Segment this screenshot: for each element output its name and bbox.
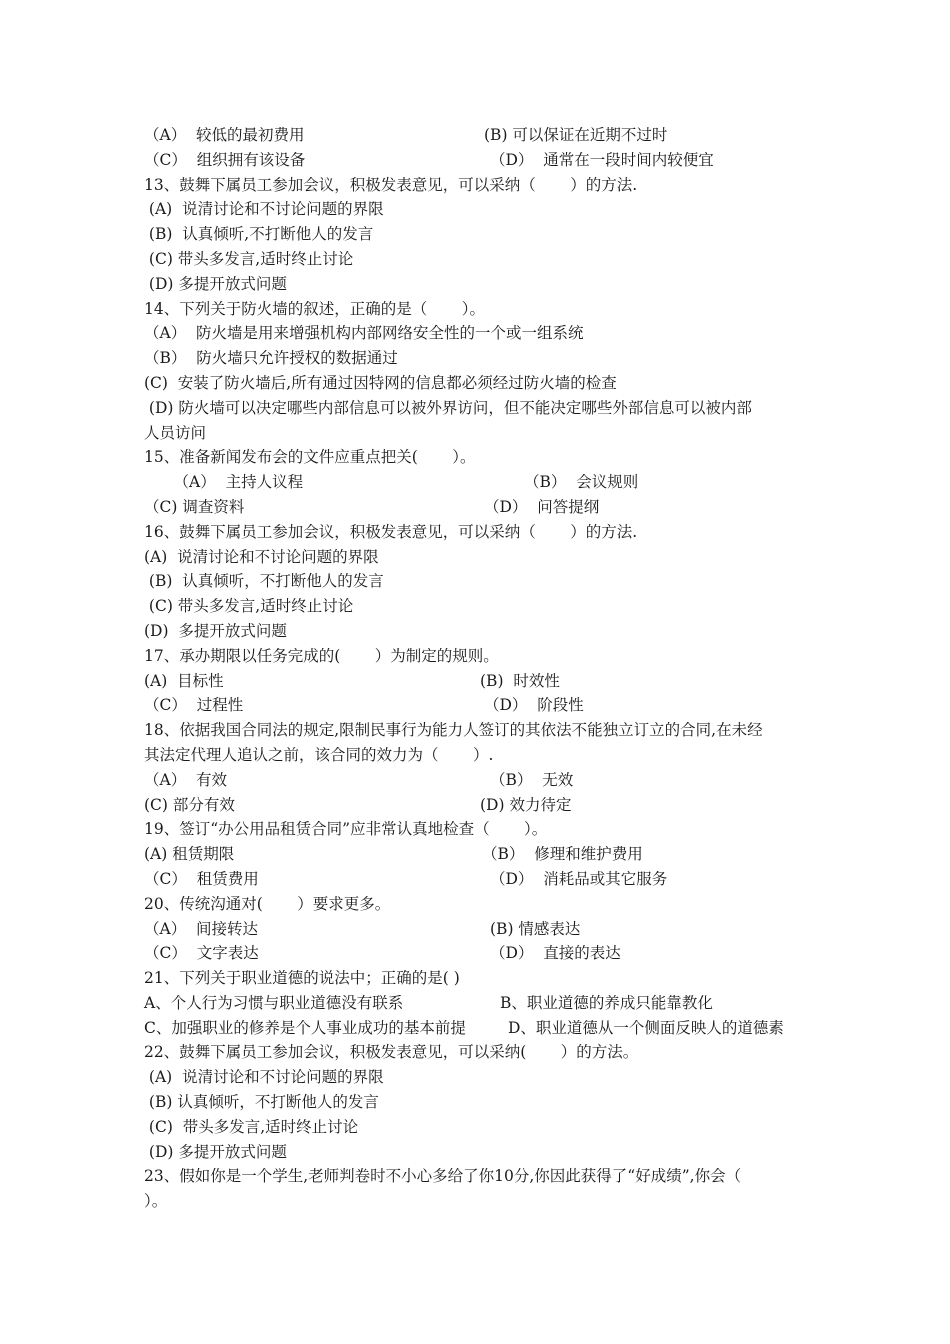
option-text-right: (D) 效力待定 (480, 795, 572, 814)
line-text: （A） 间接转达 (144, 919, 259, 938)
line-text: （A） 防火墙是用来增强机构内部网络安全性的一个或一组系统 (144, 324, 584, 343)
line-text: 其法定代理人追认之前，该合同的效力为（ ）. (144, 745, 494, 764)
line-text: （C） 过程性 (144, 696, 244, 715)
text-line (144, 793, 824, 818)
text-line (144, 594, 824, 619)
text-line (144, 817, 824, 842)
text-line (144, 743, 824, 768)
text-line (144, 1090, 824, 1115)
text-line (144, 321, 824, 346)
line-text: (A) 说清讨论和不讨论问题的界限 (144, 1068, 384, 1087)
text-line (144, 941, 824, 966)
text-line (144, 545, 824, 570)
line-text: （C） 租赁费用 (144, 869, 259, 888)
option-text-right: （D） 阶段性 (484, 696, 584, 715)
line-text: 22、鼓舞下属员工参加会议，积极发表意见，可以采纳( ）的方法。 (144, 1043, 639, 1062)
option-text-right: (B) 可以保证在近期不过时 (484, 126, 668, 144)
text-line (144, 396, 824, 421)
line-text: (A) 目标性 (144, 671, 224, 690)
line-text: （A） 较低的最初费用 (144, 126, 305, 144)
text-line (144, 421, 824, 446)
line-text: (D) 多提开放式问题 (144, 274, 287, 293)
text-line (144, 569, 824, 594)
line-text: （C） 组织拥有该设备 (144, 150, 306, 169)
line-text: 14、下列关于防火墙的叙述，正确的是（ ）。 (144, 299, 485, 318)
option-text-right: （B） 会议规则 (524, 473, 639, 492)
line-text: 18、依据我国合同法的规定,限制民事行为能力人签订的其依法不能独立订立的合同,在未经 (144, 721, 763, 740)
text-line (144, 272, 824, 297)
text-line (144, 867, 824, 892)
line-text: （A） 有效 (144, 770, 228, 789)
text-line (144, 991, 824, 1016)
text-line (144, 148, 824, 173)
text-line (144, 669, 824, 694)
option-text-right: B、职业道德的养成只能靠教化 (500, 993, 713, 1012)
text-line (144, 966, 824, 991)
text-line (144, 644, 824, 669)
option-text-right: (B) 情感表达 (490, 919, 581, 938)
text-line (144, 892, 824, 917)
option-text-right: （B） 修理和维护费用 (482, 845, 643, 864)
line-text: (C) 带头多发言,适时终止讨论 (144, 1117, 359, 1136)
line-text: 13、鼓舞下属员工参加会议，积极发表意见，可以采纳（ ）的方法. (144, 175, 638, 194)
line-text: (C) 带头多发言,适时终止讨论 (144, 249, 354, 268)
line-text: 17、承办期限以任务完成的( ）为制定的规则。 (144, 646, 499, 665)
text-line (144, 1040, 824, 1065)
text-line (144, 470, 824, 495)
line-text: 人员访问 (144, 423, 207, 442)
line-text: 16、鼓舞下属员工参加会议，积极发表意见，可以采纳（ ）的方法. (144, 522, 638, 541)
question-list (144, 123, 824, 1214)
line-text: （B） 防火墙只允许授权的数据通过 (144, 349, 398, 368)
text-line (144, 1016, 824, 1041)
line-text: C、加强职业的修养是个人事业成功的基本前提 (144, 1018, 466, 1037)
option-text-right: D、职业道德从一个侧面反映人的道德素 (508, 1018, 784, 1037)
text-line (144, 842, 824, 867)
text-line (144, 346, 824, 371)
line-text: 15、准备新闻发布会的文件应重点把关( ）。 (144, 448, 476, 467)
line-text: 20、传统沟通对( ）要求更多。 (144, 894, 391, 913)
option-text-right: （D） 消耗品或其它服务 (490, 869, 668, 888)
line-text: 23、假如你是一个学生,老师判卷时不小心多给了你10分,你因此获得了“好成绩”,你会（ (144, 1167, 742, 1186)
text-line (144, 1189, 824, 1214)
line-text: (C) 安装了防火墙后,所有通过因特网的信息都必须经过防火墙的检查 (144, 373, 617, 392)
line-text: (B) 认真倾听，不打断他人的发言 (144, 1093, 379, 1112)
text-line (144, 619, 824, 644)
line-text: （C) 调查资料 (144, 497, 245, 516)
option-text-right: （B） 无效 (490, 770, 574, 789)
line-text: (D) 多提开放式问题 (144, 621, 287, 640)
line-text: (B) 认真倾听,不打断他人的发言 (144, 225, 374, 244)
line-text: (C) 部分有效 (144, 795, 235, 814)
option-text-right: (B) 时效性 (480, 671, 560, 690)
text-line (144, 495, 824, 520)
text-line (144, 1140, 824, 1165)
line-text: (D) 多提开放式问题 (144, 1142, 287, 1161)
text-line (144, 718, 824, 743)
line-text: (B) 认真倾听，不打断他人的发言 (144, 572, 384, 591)
option-text-right: （D） 问答提纲 (484, 497, 600, 516)
line-text: (D) 防火墙可以决定哪些内部信息可以被外界访问，但不能决定哪些外部信息可以被内部 (144, 398, 752, 417)
line-text: (A) 租赁期限 (144, 845, 235, 864)
option-text-right: （D） 通常在一段时间内较便宜 (490, 150, 714, 169)
line-text: A、个人行为习惯与职业道德没有联系 (144, 993, 404, 1012)
text-line (144, 520, 824, 545)
text-line (144, 173, 824, 198)
text-line (144, 197, 824, 222)
text-line (144, 297, 824, 322)
text-line (144, 371, 824, 396)
text-line (144, 1065, 824, 1090)
text-line (144, 1164, 824, 1189)
text-line (144, 768, 824, 793)
text-line (144, 445, 824, 470)
line-text: （C） 文字表达 (144, 944, 259, 963)
line-text: （A） 主持人议程 (144, 473, 304, 492)
option-text-right: （D） 直接的表达 (490, 944, 621, 963)
line-text: 19、签订“办公用品租赁合同”应非常认真地检查（ ）。 (144, 820, 548, 839)
line-text: (A) 说清讨论和不讨论问题的界限 (144, 200, 384, 219)
line-text: (A) 说清讨论和不讨论问题的界限 (144, 547, 379, 566)
line-text: ）。 (144, 1192, 168, 1211)
line-text: (C) 带头多发言,适时终止讨论 (144, 597, 354, 616)
text-line (144, 693, 824, 718)
text-line (144, 1115, 824, 1140)
text-line (144, 917, 824, 942)
line-text: 21、下列关于职业道德的说法中；正确的是( ) (144, 969, 460, 988)
text-line (144, 222, 824, 247)
text-line (144, 123, 824, 148)
text-line (144, 247, 824, 272)
